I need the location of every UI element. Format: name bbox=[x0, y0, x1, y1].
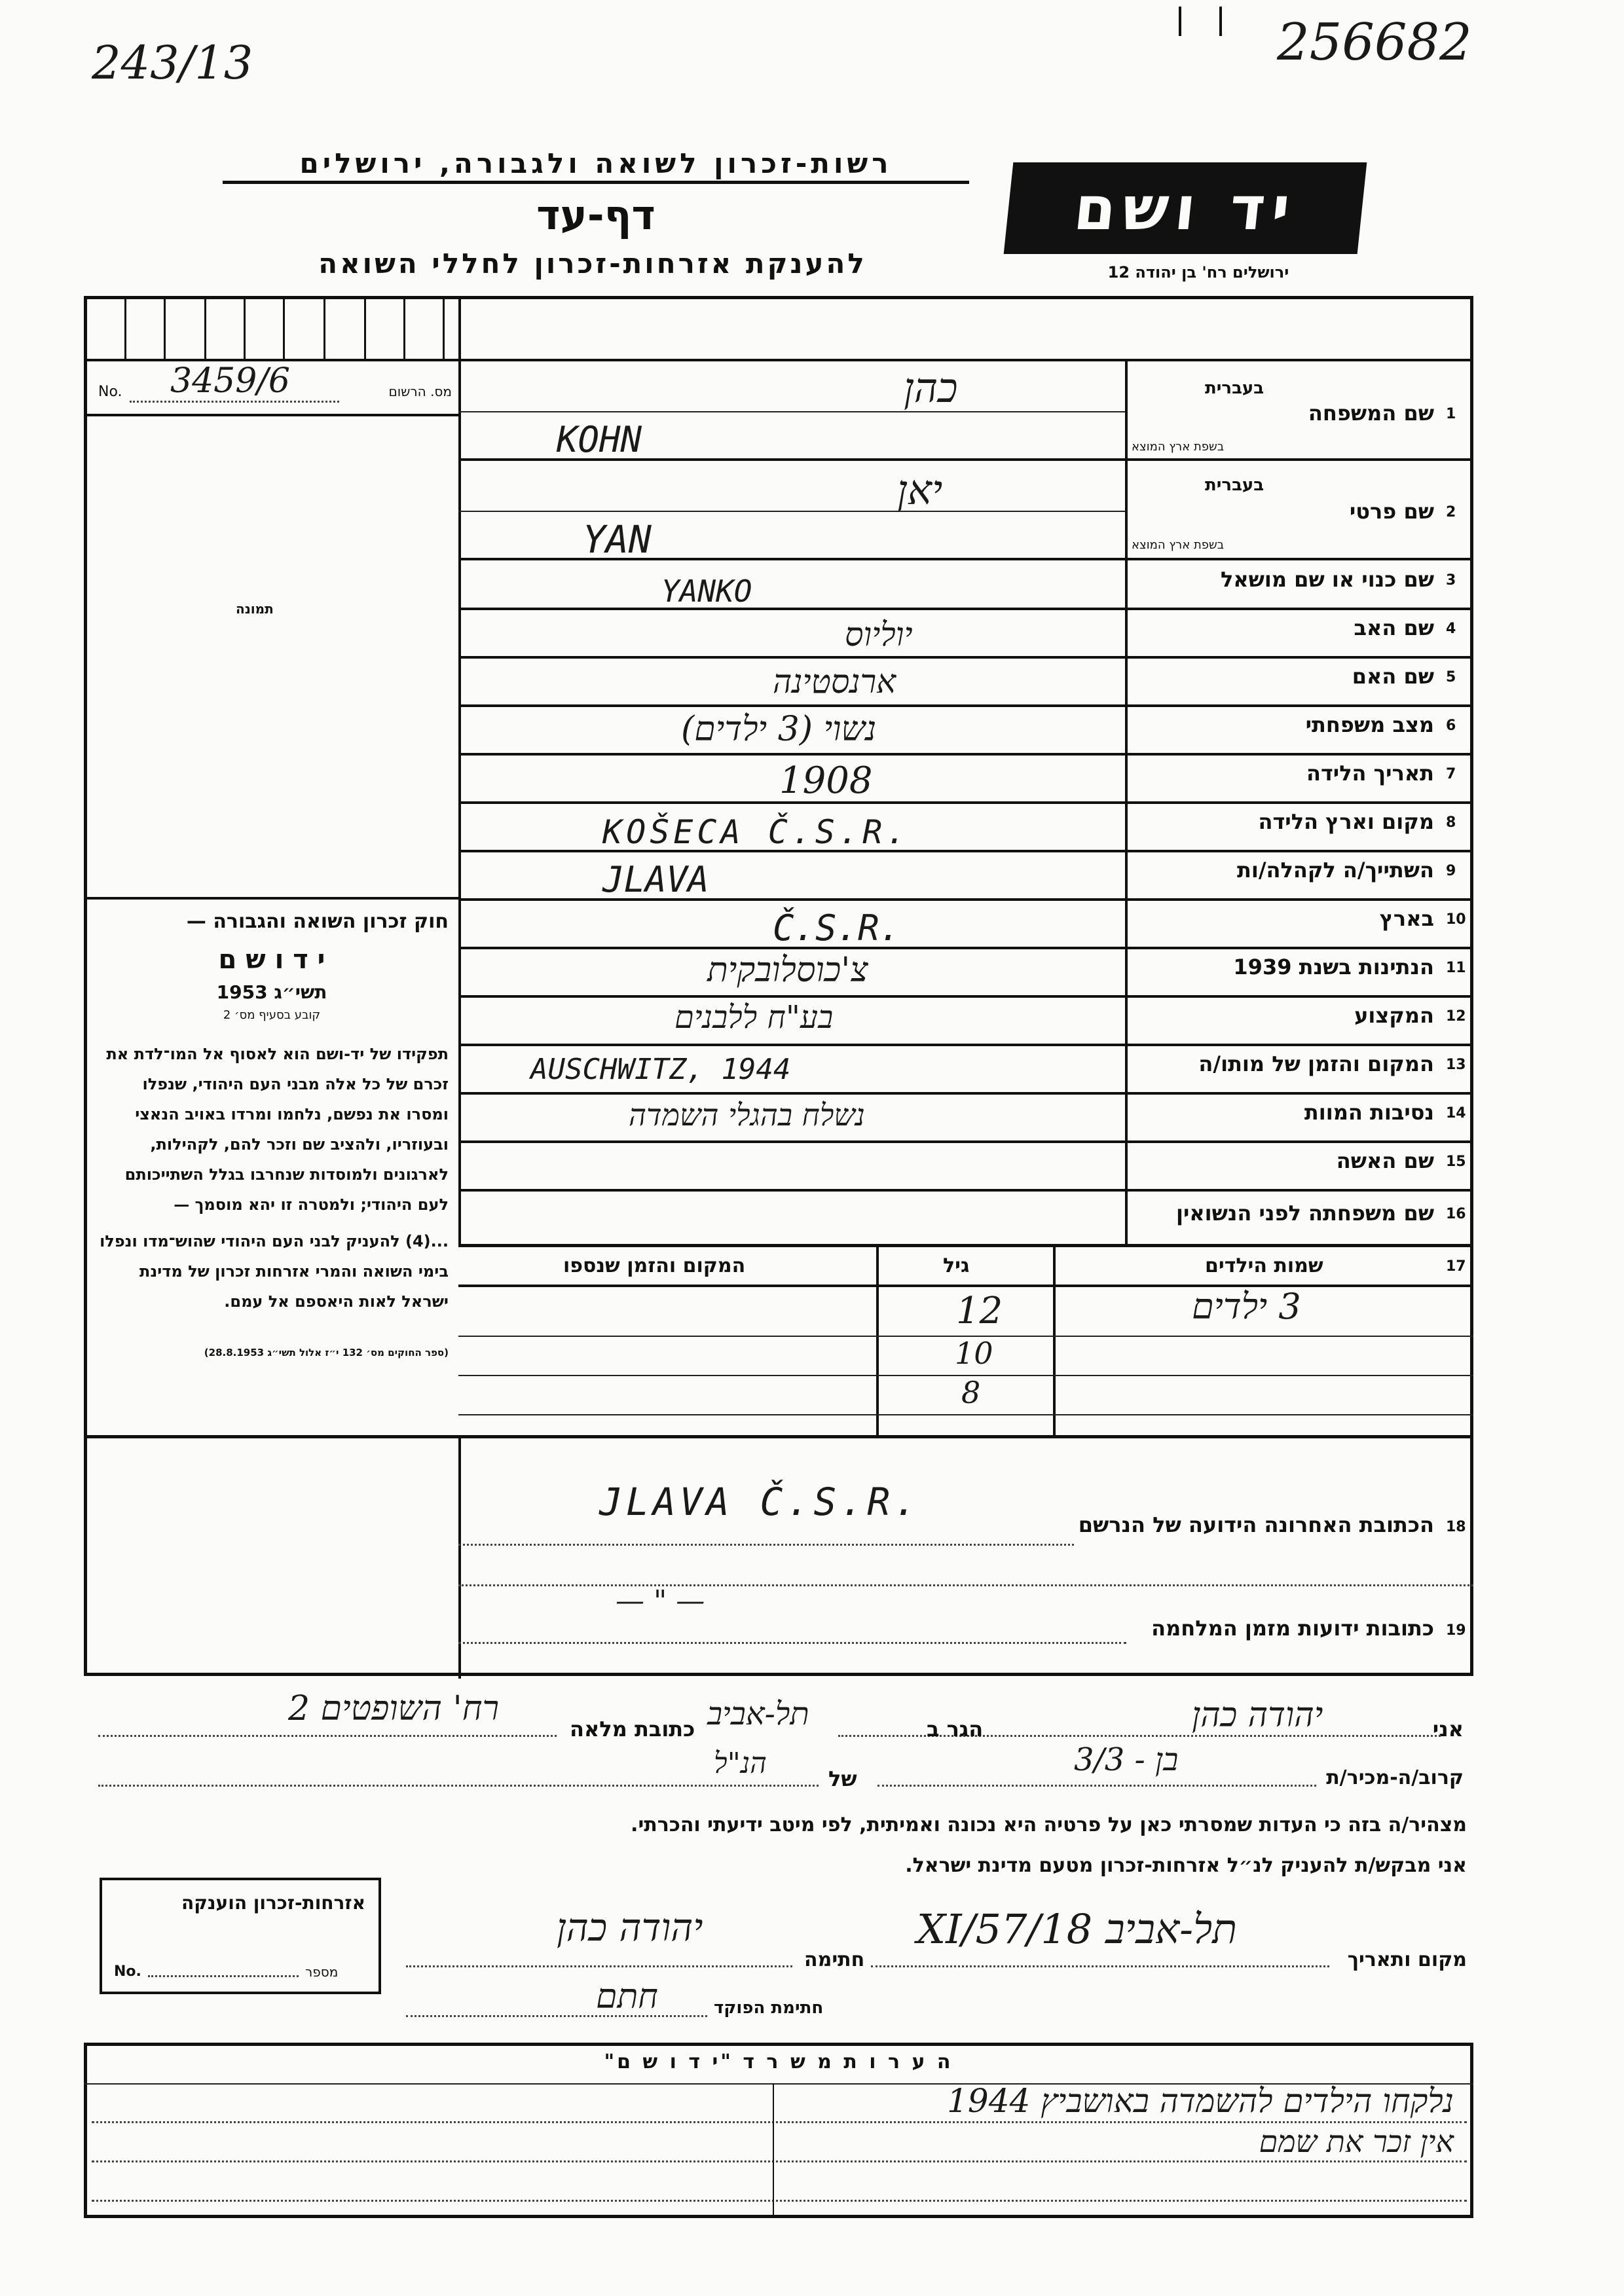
field-2-number: 2 bbox=[1446, 504, 1456, 520]
children-col-names: שמות הילדים bbox=[1205, 1254, 1323, 1277]
registration-number-value: 3459/6 bbox=[170, 361, 290, 401]
field-7-value: 1908 bbox=[779, 759, 873, 802]
field-11-value: צ'כוסלובקית bbox=[707, 951, 868, 990]
field-8-label: מקום וארץ הלידה bbox=[1258, 809, 1434, 834]
field-2-label: שם פרטי bbox=[1349, 499, 1434, 524]
law-name: י ד ו ש ם bbox=[218, 945, 325, 975]
decl-ani: אני bbox=[1432, 1717, 1464, 1741]
field-15-label: שם האשה bbox=[1336, 1148, 1434, 1173]
decl-place-date-value: תל-אביב 18/XI/57 bbox=[917, 1905, 1237, 1953]
field-8-value: KOŠECA Č.S.R. bbox=[602, 813, 910, 851]
decl-statement: מצהיר/ה בזה כי העדות שמסרתי כאן על פרטיה היא נכונה ואמיתית, לפי מיטב ידיעתי והכרתי. bbox=[631, 1813, 1467, 1836]
corner-handwritten-number-left: 243/13 bbox=[92, 36, 253, 90]
field-13-value: AUSCHWITZ, 1944 bbox=[530, 1053, 791, 1086]
office-notes-title: ה ע ר ו ת מ ש ר ד "י ד ו ש ם" bbox=[604, 2050, 953, 2073]
decl-relation-value: בן - 3/3 bbox=[1074, 1741, 1179, 1778]
decl-of-label: של bbox=[828, 1766, 857, 1791]
field-19-label: כתובות ידועות מזמן המלחמה bbox=[1151, 1616, 1434, 1641]
law-paragraph-1: תפקידו של יד-ושם הוא לאסוף אל המו־לדת את זכרם של כל אלה מבני העם היהודי, שנפלו ומסרו את נפשם, נלחמו ומרדו באויב הנאצי ובעוזריו, ולהציב שם וזכר להם, לקהילות, לארגונים ולמוסדות שנחרבו בגלל השתייכותם לעם היהודי; ולמטרה זו יהא מוסמך — bbox=[106, 1045, 449, 1214]
yad-vashem-logo bbox=[1004, 162, 1367, 254]
decl-signature-label: חתימה bbox=[804, 1948, 865, 1971]
field-14-value: נשלח בהגלי השמדה bbox=[629, 1097, 865, 1133]
field-2-sub-bottom: בשפת ארץ המוצא bbox=[1132, 538, 1225, 552]
field-18-value: JLAVA Č.S.R. bbox=[599, 1480, 921, 1524]
law-paragraph-2: ...(4) להעניק לבני העם היהודי שהוש־מדו ונפלו בימי השואה והמרי אזרחות זכרון של מדינת ישראל לאות היאספם אל עמם. bbox=[100, 1232, 449, 1311]
field-5-value: ארנסטינה bbox=[773, 663, 896, 701]
photo-placeholder-label: תמונה bbox=[236, 601, 274, 617]
field-13-label: המקום והזמן של מותו/ה bbox=[1198, 1051, 1434, 1076]
decl-signature-value: יהודה כהן bbox=[557, 1905, 703, 1950]
field-4-label: שם האב bbox=[1354, 615, 1434, 640]
law-title: חוק זכרון השואה והגבורה — bbox=[186, 910, 449, 933]
field-17-number: 17 bbox=[1446, 1258, 1466, 1275]
decl-name-value: יהודה כהן bbox=[1192, 1696, 1323, 1735]
field-6-label: מצב משפחתי bbox=[1305, 712, 1434, 737]
field-6-value: נשוי (3 ילדים) bbox=[681, 710, 877, 749]
children-names-value: 3 ילדים bbox=[1192, 1286, 1301, 1327]
field-16-label: שם משפחתה לפני הנשואין bbox=[1175, 1201, 1434, 1226]
field-2-sub-top: בעברית bbox=[1205, 475, 1264, 495]
corner-handwritten-number-right: 256682 bbox=[1277, 13, 1472, 72]
children-col-age: גיל bbox=[943, 1254, 970, 1277]
logo-address: ירושלים רח' בן יהודה 12 bbox=[1107, 263, 1289, 282]
field-18-label: הכתובת האחרונה הידועה של הנרשם bbox=[1078, 1512, 1434, 1537]
field-9-label: השתייך/ה לקהלה/ות bbox=[1236, 858, 1434, 883]
form-title: דף-עד bbox=[536, 191, 655, 239]
child-age-2: 10 bbox=[955, 1336, 993, 1371]
law-text-block bbox=[95, 910, 449, 1358]
decl-city-value: תל-אביב bbox=[707, 1696, 809, 1732]
child-age-3: 8 bbox=[961, 1375, 981, 1410]
field-12-label: המקצוע bbox=[1354, 1003, 1434, 1028]
law-footer: (ספר החוקים מס׳ 132 י״ז אלול תשי״ג 28.8.1953) bbox=[204, 1347, 449, 1358]
decl-resides: הגר ב bbox=[927, 1717, 984, 1741]
field-14-label: נסיבות המוות bbox=[1304, 1100, 1434, 1125]
decl-address-value: רח' השופטים 2 bbox=[288, 1689, 500, 1728]
field-10-value: Č.S.R. bbox=[773, 907, 901, 949]
citizenship-no-prefix: No. bbox=[114, 1963, 141, 1980]
left-column-divider bbox=[458, 296, 461, 1245]
citizenship-box-title: אזרחות-זכרון הוענקה bbox=[181, 1892, 365, 1914]
field-2-value-latin: YAN bbox=[583, 517, 652, 562]
field-1-sub-bottom: בשפת ארץ המוצא bbox=[1132, 440, 1225, 454]
field-2-value-hebrew: יאן bbox=[897, 466, 943, 514]
citizenship-no-label: מספר bbox=[305, 1964, 339, 1980]
citizenship-granted-box bbox=[100, 1878, 381, 1994]
field-3-value: YANKO bbox=[661, 574, 752, 609]
field-1-value-hebrew: כהן bbox=[904, 364, 958, 412]
field-1-sub-top: בעברית bbox=[1205, 378, 1264, 398]
office-note-2: אין זכר את שמם bbox=[1259, 2124, 1454, 2159]
child-age-1: 12 bbox=[956, 1290, 1003, 1332]
office-note-1: נלקחו הילדים להשמדה באושביץ 1944 bbox=[947, 2082, 1454, 2120]
top-strip-cell-divider bbox=[124, 296, 126, 359]
field-9-value: JLAVA bbox=[602, 859, 709, 900]
field-11-label: הנתינות בשנת 1939 bbox=[1233, 955, 1434, 979]
field-1-label: שם המשפחה bbox=[1308, 401, 1434, 426]
field-1-number: 1 bbox=[1446, 406, 1456, 422]
field-1-value-latin: KOHN bbox=[557, 419, 642, 460]
field-4-value: יוליוס bbox=[845, 615, 913, 653]
registration-number: No. 3459/6 מס. הרשום bbox=[98, 368, 452, 407]
field-3-label: שם כנוי או שם מושאל bbox=[1220, 567, 1434, 592]
field-19-value: — " — bbox=[616, 1584, 705, 1618]
law-clause: קובע בסעיף מס׳ 2 bbox=[223, 1008, 321, 1022]
children-col-place: המקום והזמן שנספו bbox=[563, 1254, 746, 1277]
decl-official-signature: חתם bbox=[596, 1977, 658, 2016]
decl-request: אני מבקש/ת להעניק לנ״ל אזרחות-זכרון מטעם מדינת ישראל. bbox=[905, 1854, 1467, 1877]
decl-full-address-label: כתובת מלאה bbox=[570, 1717, 695, 1741]
decl-place-date-label: מקום ותאריך bbox=[1347, 1948, 1467, 1971]
field-5-label: שם האם bbox=[1352, 664, 1434, 689]
decl-official-label: חתימת הפוקד bbox=[714, 1998, 824, 2018]
form-subtitle: להענקת אזרחות-זכרון לחללי השואה bbox=[318, 247, 867, 280]
decl-of-value: הנ"ל bbox=[714, 1747, 767, 1780]
field-7-label: תאריך הלידה bbox=[1306, 761, 1434, 786]
field-10-label: בארץ bbox=[1379, 906, 1434, 931]
decl-relative-label: קרוב/ה-מכיר/ת bbox=[1326, 1766, 1464, 1789]
field-12-value: בע"ח ללבנים bbox=[674, 999, 834, 1036]
logo-text: יד ושם bbox=[1071, 173, 1300, 244]
top-tick-marks bbox=[1179, 7, 1181, 36]
authority-title: רשות-זכרון לשואה ולגבורה, ירושלים bbox=[223, 147, 969, 184]
law-year: תשי״ג 1953 bbox=[216, 981, 327, 1003]
